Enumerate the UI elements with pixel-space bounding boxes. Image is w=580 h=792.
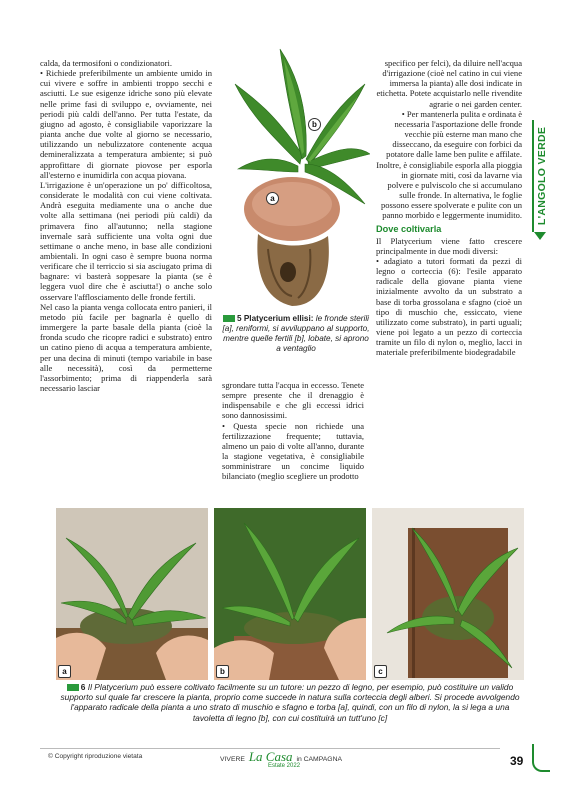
photo-platycerium-ellisi: [230, 44, 370, 314]
step-label-b: b: [216, 665, 229, 678]
section-bullet: • adagiato a tutori formati da pezzi di legno o corteccia (6): l'esile apparato radicale della giovane pianta viene inizialmente avvolto da un substrato a base di torba grossolana e sfagno (cioè un tipo di muschio che, essiccato, viene utilizzato come substrato), in parti uguali; viene poi legato a un pezzo di corteccia tramite un filo di nylon o, meglio, lacci in materiale preferibilmente biodegradabile: [376, 255, 522, 358]
brand-issue: Estate 2022: [268, 763, 301, 769]
left-column: [40, 58, 212, 393]
photo-step-a: [56, 508, 208, 680]
plant-illustration: [230, 44, 370, 314]
section-tab: [532, 120, 550, 232]
page-number: 39: [510, 754, 524, 768]
right-paragraph-1: specifico per felci), da diluire nell'acqua d'irrigazione (cioè nel catino in cui viene immersa la pianta) alle dosi indicate in etichetta. Potete acquistarlo nelle rivendite agrarie o nei garden center.: [376, 58, 522, 109]
middle-paragraph-2: • Questa specie non richiede una fertilizzazione frequente; tuttavia, almeno un paio di volte all'anno, durante la stagione vegetativa, è consigliabile somministrare un concime liquido bilanciato (meglio scegliere un prodotto: [222, 420, 364, 482]
left-paragraph-4: Nel caso la pianta venga collocata entro panieri, il metodo più facile per bagnarla è quello di immergere la parte basale della pianta (cioè la fronda scudo che ricopre radici e substrato) entro un catino pieno di acqua a temperatura ambiente, per una decina di minuti (tempo variabile in base alle necessità), così da permetterne l'assorbimento; prima di riappenderla sarà necessario lasciar: [40, 301, 212, 393]
copyright-notice: © Copyright riproduzione vietata: [48, 753, 143, 760]
section-title: Dove coltivarla: [376, 223, 442, 234]
caption6-text: Il Platycerium può essere coltivato facilmente su un tutore: un pezzo di legno, per esempio, può costituire un valido supporto sul quale far crescere la pianta, proprio come succede in natura sulla corteccia degli alberi. Si procede avvolgendo l'apparato radicale della pianta a uno strato di muschio e sfagno e torba [a], quindi, con un filo di nylon, la si lega a una tavoletta di legno [b], con cui costituirà un tutt'uno [c]: [60, 682, 520, 723]
caption-marker: [223, 315, 235, 322]
step-b-illustration: [214, 508, 366, 680]
middle-paragraph-1: sgrondare tutta l'acqua in eccesso. Tenete sempre presente che il drenaggio è indispensabile e che gli eccessi idrici sono dannosissimi.: [222, 380, 364, 421]
caption-figure-6: [60, 682, 520, 723]
caption5-text: le fronde sterili [a], reniformi, si avviluppano al supporto, mentre quelle fertili [b], lobate, si aprono a ventaglio: [222, 314, 370, 353]
brand-logo: La Casa: [248, 749, 293, 764]
label-b: b: [308, 118, 321, 131]
brand-pre: VIVERE: [220, 756, 245, 763]
right-column: [376, 58, 522, 358]
magazine-brand: [220, 749, 343, 769]
caption5-title: Platycerium ellisi:: [243, 314, 314, 323]
step-label-c: c: [374, 665, 387, 678]
step-c-illustration: [372, 508, 524, 680]
photo-step-c: [372, 508, 524, 680]
left-paragraph-2: • Richiede preferibilmente un ambiente umido in cui vivere e soffre in ambienti troppo secchi e asciutti. Le sue esigenze idriche sono più elevate nelle prime fasi di sviluppo e, ovviamente, nei periodi più caldi dell'anno. Per tutta l'estate, da giugno ad agosto, è consigliabile vaporizzare la pianta anche due volte al giorno se necessario, utilizzando un nebulizzatore contenente acqua demineralizzata a temperatura ambiente; si può approfittare di giornate piovose per esporla all'esterno e inumidirla con acqua piovana.: [40, 68, 212, 180]
middle-column: [222, 380, 364, 482]
step-label-a: a: [58, 665, 71, 678]
brand-post: in CAMPAGNA: [296, 756, 343, 763]
photo-step-b: [214, 508, 366, 680]
page-corner-mark: [532, 744, 550, 772]
section-intro: Il Platycerium viene fatto crescere principalmente in due modi diversi:: [376, 235, 522, 256]
label-a: a: [266, 192, 279, 205]
caption6-number: 6: [80, 682, 86, 692]
right-paragraph-2: • Per mantenerla pulita e ordinata è necessaria l'asportazione delle fronde vecchie più esterne man mano che disseccano, da eseguire con forbici da potatore dalle lame ben pulite e affilate. Inoltre, è consigliabile esporla alla pioggia in giornate miti, così da lavarne via polvere e pulviscolo che si accumulano sulle fronde. In alternativa, le foglie possono essere spolverate e pulite con un panno morbido e leggermente inumidito.: [376, 108, 522, 221]
caption-figure-5: [222, 314, 370, 354]
section-tab-label: L'ANGOLO VERDE: [536, 126, 548, 226]
caption5-number: 5: [236, 314, 242, 323]
left-paragraph-3: L'irrigazione è un'operazione un po' difficoltosa, considerate le modalità con cui viene coltivata. Andrà eseguita mediamente una o anche due volte alla settimana (nei periodi più caldi) da primavera fino all'autunno; nella stagione invernale sarà sufficiente una volta ogni due settimane o anche meno, in base alle condizioni ambientali. In ogni caso è sempre buona norma verificare che il terriccio si sia asciugato prima di bagnare: vi basterà soppesare la pianta (se è leggera vuol dire che è asciutta!) o anche solo osservare l'afflosciamento delle fronde fertili.: [40, 179, 212, 302]
step-a-illustration: [56, 508, 208, 680]
left-paragraph-1: calda, da termosifoni o condizionatori.: [40, 58, 172, 68]
section-tab-arrow-icon: [534, 232, 546, 240]
caption6-marker: [67, 684, 79, 691]
